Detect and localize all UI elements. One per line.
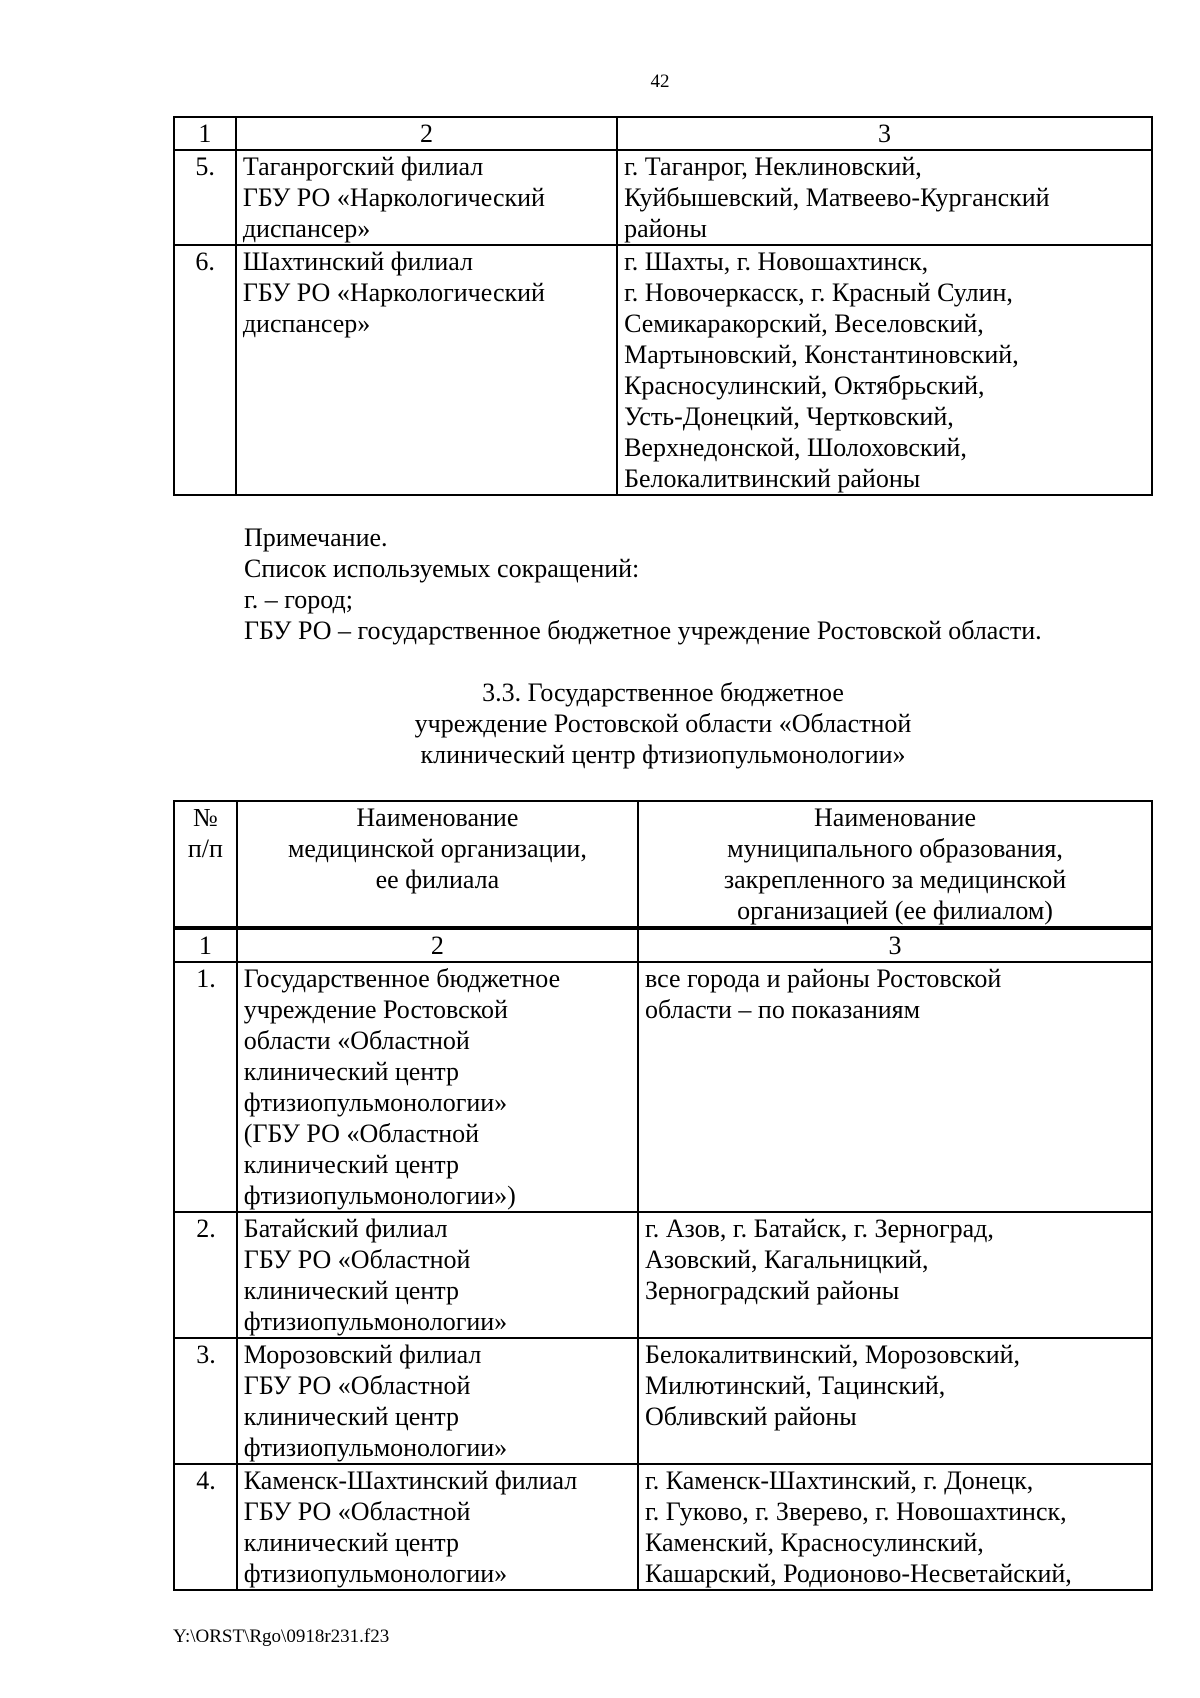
organization-line: области «Областной bbox=[243, 1026, 470, 1055]
municipality-line: Красносулинский, Октябрьский, bbox=[624, 371, 985, 400]
municipality-line: районы bbox=[624, 214, 707, 243]
table-column-numbers-row bbox=[174, 117, 1152, 150]
organization-line: ГБУ РО «Областной bbox=[243, 1245, 471, 1274]
organization-line: фтизиопульмонологии» bbox=[243, 1433, 508, 1462]
organization-line: Батайский филиал bbox=[243, 1214, 448, 1243]
organization-line: ГБУ РО «Областной bbox=[243, 1497, 471, 1526]
column-number-cell: 2 bbox=[237, 928, 638, 962]
note-subtitle: Список используемых сокращений: bbox=[244, 554, 640, 583]
table-row bbox=[174, 962, 1152, 1212]
organization-line: фтизиопульмонологии» bbox=[243, 1559, 508, 1588]
municipality-line: Каменский, Красносулинский, bbox=[645, 1528, 984, 1557]
header-line: ее филиала bbox=[375, 865, 500, 894]
row-number: 1. bbox=[174, 962, 237, 1212]
organization-cell bbox=[236, 150, 617, 245]
table-row bbox=[174, 1464, 1152, 1590]
organization-line: фтизиопульмонологии») bbox=[243, 1181, 516, 1210]
table-header-row bbox=[174, 801, 1152, 928]
organization-cell bbox=[236, 245, 617, 495]
municipality-line: Верхнедонской, Шолоховский, bbox=[624, 433, 967, 462]
organization-line: ГБУ РО «Наркологический bbox=[242, 183, 545, 212]
header-line: № bbox=[192, 803, 218, 832]
municipality-line: Белокалитвинский районы bbox=[624, 464, 921, 493]
column-number-cell: 2 bbox=[236, 117, 617, 150]
municipality-line: области – по показаниям bbox=[645, 995, 921, 1024]
table-column-numbers-row bbox=[174, 928, 1152, 962]
municipality-line: Белокалитвинский, Морозовский, bbox=[645, 1340, 1021, 1369]
header-cell-number bbox=[174, 801, 237, 928]
abbreviations-note bbox=[244, 522, 1042, 646]
municipality-cell bbox=[617, 150, 1152, 245]
table-row bbox=[174, 1338, 1152, 1464]
organization-line: ГБУ РО «Областной bbox=[243, 1371, 471, 1400]
organization-line: Каменск-Шахтинский филиал bbox=[243, 1466, 578, 1495]
row-number: 3. bbox=[174, 1338, 237, 1464]
organization-line: клинический центр bbox=[243, 1057, 459, 1086]
section-title-line: клинический центр фтизиопульмонологии» bbox=[420, 740, 906, 769]
municipality-line: Обливский районы bbox=[645, 1402, 857, 1431]
page-number: 42 bbox=[650, 71, 670, 92]
header-line: п/п bbox=[187, 834, 223, 863]
districts-table-narcology bbox=[173, 116, 1153, 496]
organization-line: диспансер» bbox=[242, 214, 371, 243]
column-number-cell: 1 bbox=[174, 117, 236, 150]
table-row bbox=[174, 245, 1152, 495]
municipality-line: г. Гуково, г. Зверево, г. Новошахтинск, bbox=[645, 1497, 1067, 1526]
header-line: организацией (ее филиалом) bbox=[737, 896, 1053, 925]
municipality-cell bbox=[638, 1212, 1152, 1338]
header-line: Наименование bbox=[356, 803, 519, 832]
organization-line: (ГБУ РО «Областной bbox=[243, 1119, 480, 1148]
row-number: 4. bbox=[174, 1464, 237, 1590]
column-number-cell: 1 bbox=[174, 928, 237, 962]
table-row bbox=[174, 150, 1152, 245]
organization-line: клинический центр bbox=[243, 1276, 459, 1305]
file-path-footer: Y:\ORST\Rgo\0918r231.f23 bbox=[173, 1626, 390, 1647]
municipality-line: г. Новочеркасск, г. Красный Сулин, bbox=[624, 278, 1013, 307]
organization-line: Государственное бюджетное bbox=[243, 964, 561, 993]
municipality-line: Куйбышевский, Матвеево-Курганский bbox=[624, 183, 1050, 212]
row-number: 5. bbox=[174, 150, 236, 245]
municipality-cell bbox=[638, 962, 1152, 1212]
organization-line: клинический центр bbox=[243, 1528, 459, 1557]
note-title: Примечание. bbox=[244, 523, 388, 552]
section-title-line: 3.3. Государственное бюджетное bbox=[482, 678, 844, 707]
municipality-line: Азовский, Кагальницкий, bbox=[645, 1245, 929, 1274]
column-number-cell: 3 bbox=[638, 928, 1152, 962]
organization-line: фтизиопульмонологии» bbox=[243, 1307, 508, 1336]
municipality-line: Зерноградский районы bbox=[645, 1276, 900, 1305]
organization-cell bbox=[237, 1338, 638, 1464]
districts-table-phthisiopulmonology bbox=[173, 800, 1153, 1591]
section-title-line: учреждение Ростовской области «Областной bbox=[414, 709, 912, 738]
organization-cell bbox=[237, 962, 638, 1212]
organization-line: клинический центр bbox=[243, 1402, 459, 1431]
column-number-cell: 3 bbox=[617, 117, 1152, 150]
organization-line: ГБУ РО «Наркологический bbox=[242, 278, 545, 307]
section-title bbox=[173, 677, 1153, 770]
municipality-line: Кашарский, Родионово-Несветайский, bbox=[645, 1559, 1072, 1588]
header-line: Наименование bbox=[814, 803, 976, 832]
organization-line: Таганрогский филиал bbox=[242, 152, 484, 181]
municipality-line: г. Таганрог, Неклиновский, bbox=[624, 152, 922, 181]
note-item: г. – город; bbox=[244, 585, 353, 614]
municipality-cell bbox=[638, 1464, 1152, 1590]
organization-line: учреждение Ростовской bbox=[243, 995, 508, 1024]
table-row bbox=[174, 1212, 1152, 1338]
municipality-line: Усть-Донецкий, Чертковский, bbox=[624, 402, 954, 431]
organization-line: диспансер» bbox=[242, 309, 371, 338]
organization-cell bbox=[237, 1464, 638, 1590]
municipality-line: Милютинский, Тацинский, bbox=[645, 1371, 946, 1400]
header-line: муниципального образования, bbox=[727, 834, 1063, 863]
header-cell-municipality bbox=[638, 801, 1152, 928]
organization-cell bbox=[237, 1212, 638, 1338]
municipality-cell bbox=[638, 1338, 1152, 1464]
header-cell-organization bbox=[237, 801, 638, 928]
organization-line: клинический центр bbox=[243, 1150, 459, 1179]
municipality-cell bbox=[617, 245, 1152, 495]
organization-line: фтизиопульмонологии» bbox=[243, 1088, 508, 1117]
municipality-line: г. Шахты, г. Новошахтинск, bbox=[624, 247, 929, 276]
note-item: ГБУ РО – государственное бюджетное учреждение Ростовской области. bbox=[244, 616, 1042, 645]
municipality-line: все города и районы Ростовской bbox=[645, 964, 1002, 993]
header-line: закрепленного за медицинской bbox=[723, 865, 1067, 894]
municipality-line: Мартыновский, Константиновский, bbox=[624, 340, 1019, 369]
municipality-line: г. Азов, г. Батайск, г. Зерноград, bbox=[645, 1214, 994, 1243]
row-number: 6. bbox=[174, 245, 236, 495]
municipality-line: Семикаракорский, Веселовский, bbox=[624, 309, 984, 338]
organization-line: Морозовский филиал bbox=[243, 1340, 482, 1369]
header-line: медицинской организации, bbox=[287, 834, 587, 863]
organization-line: Шахтинский филиал bbox=[242, 247, 474, 276]
row-number: 2. bbox=[174, 1212, 237, 1338]
municipality-line: г. Каменск-Шахтинский, г. Донецк, bbox=[645, 1466, 1034, 1495]
